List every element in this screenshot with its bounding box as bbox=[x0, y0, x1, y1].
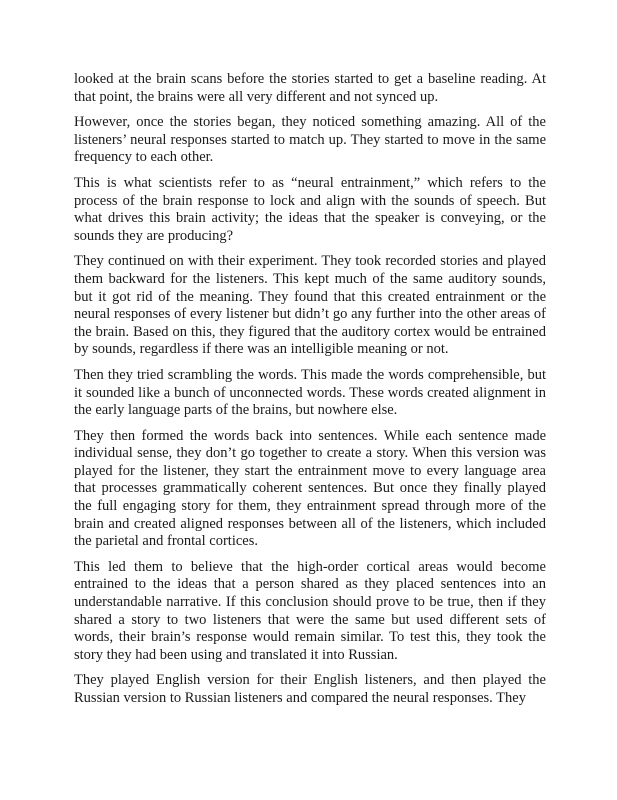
paragraph-5: Then they tried scrambling the words. This made the words comprehensible, but it sounded like a bunch of unconnected words. These words created alignment in the early language parts of the brains, but nowhere else. bbox=[74, 366, 546, 419]
paragraph-1: looked at the brain scans before the stories started to get a baseline reading. At that point, the brains were all very different and not synced up. bbox=[74, 71, 546, 105]
paragraph-2: However, once the stories began, they noticed something amazing. All of the listeners’ neural responses started to match up. They started to move in the same frequency to each other. bbox=[74, 114, 546, 166]
paragraph-8: They played English version for their English listeners, and then played the Russian version to Russian listeners and compared the neural responses. They bbox=[74, 672, 546, 706]
paragraph-4: They continued on with their experiment. They took recorded stories and played them backward for the listeners. This kept much of the same auditory sounds, but it got rid of the meaning. They found that this created entrainment or the neural responses of every listener but didn’t go any further into the other areas of the brain. Based on this, they figured that the auditory cortex would be entrained by sounds, regardless if there was an intelligible meaning or not. bbox=[74, 253, 546, 358]
paragraph-6: They then formed the words back into sentences. While each sentence made individual sense, they don’t go together to create a story. When this version was played for the listener, they start the entrainment move to every language area that processes grammatically coherent sentences. But once they finally played the full engaging story for them, they entrainment spread through more of the brain and created aligned responses between all of the listeners, which included the parietal and frontal cortices. bbox=[74, 427, 546, 550]
document-page bbox=[74, 71, 546, 716]
paragraph-3: This is what scientists refer to as “neural entrainment,” which refers to the process of the brain response to lock and align with the sounds of speech. But what drives this brain activity; the ideas that the speaker is conveying, or the sounds they are producing? bbox=[74, 174, 546, 244]
paragraph-7: This led them to believe that the high-order cortical areas would become entrained to the ideas that a person shared as they placed sentences into an understandable narrative. If this conclusion should prove to be true, then if they shared a story to two listeners that were the same but used different sets of words, their brain’s response would remain similar. To test this, they took the story they had been using and translated it into Russian. bbox=[74, 558, 546, 663]
